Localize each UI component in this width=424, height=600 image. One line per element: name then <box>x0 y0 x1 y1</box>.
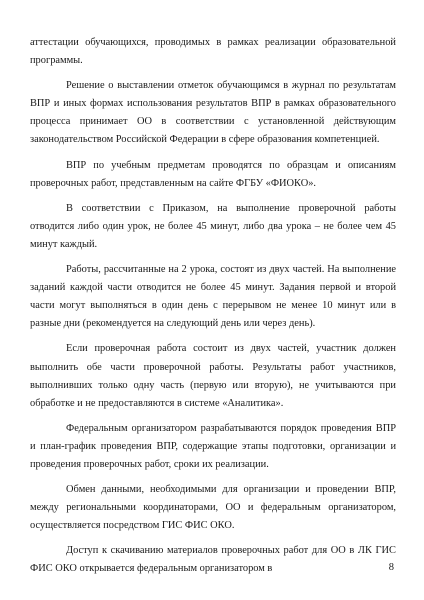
paragraph-3: ВПР по учебным предметам проводятся по образцам и описаниям проверочных работ, представленным на сайте ФГБУ «ФИОКО». <box>30 159 396 189</box>
paragraph-8: Обмен данными, необходимыми для организации и проведении ВПР, между региональными координаторами, ОО и федеральным организатором, осуществляется посредством ГИС ФИС ОКО. <box>30 484 396 532</box>
paragraph-5: Работы, рассчитанные на 2 урока, состоят из двух частей. На выполнение заданий каждой части отводится не более 45 минут. Задания первой и второй части могут выполняться в один день с перерывом не менее 10 минут или в разные дни (рекомендуется на следующий день или через день). <box>30 264 396 330</box>
paragraph-1: аттестации обучающихся, проводимых в рамках реализации образовательной программы. <box>30 37 396 67</box>
body-text <box>30 34 396 586</box>
paragraph-9: Доступ к скачиванию материалов проверочных работ для ОО в ЛК ГИС ФИС ОКО открывается федеральным организатором в <box>30 545 396 575</box>
paragraph-7: Федеральным организатором разрабатываются порядок проведения ВПР и план-график проведения ВПР, содержащие этапы подготовки, организации и проведения проверочных работ, сроки их реализации. <box>30 422 396 470</box>
paragraph-4: В соответствии с Приказом, на выполнение проверочной работы отводится либо один урок, не более 45 минут, либо два урока – не более чем 45 минут каждый. <box>30 202 396 250</box>
paragraph-6: Если проверочная работа состоит из двух частей, участник должен выполнить обе части проверочной работы. Результаты работ участников, выполнивших только одну часть (первую или вторую), не учитываются при обработке и не предоставляются в системе «Аналитика». <box>30 343 396 409</box>
page-number: 8 <box>388 562 394 573</box>
paragraph-2: Решение о выставлении отметок обучающимся в журнал по результатам ВПР и иных формах использования результатов ВПР в рамках образовательного процесса принимает ОО в соответствии с установленной действующим законодательством Российской Федерации в сфере образования компетенцией. <box>30 80 396 146</box>
